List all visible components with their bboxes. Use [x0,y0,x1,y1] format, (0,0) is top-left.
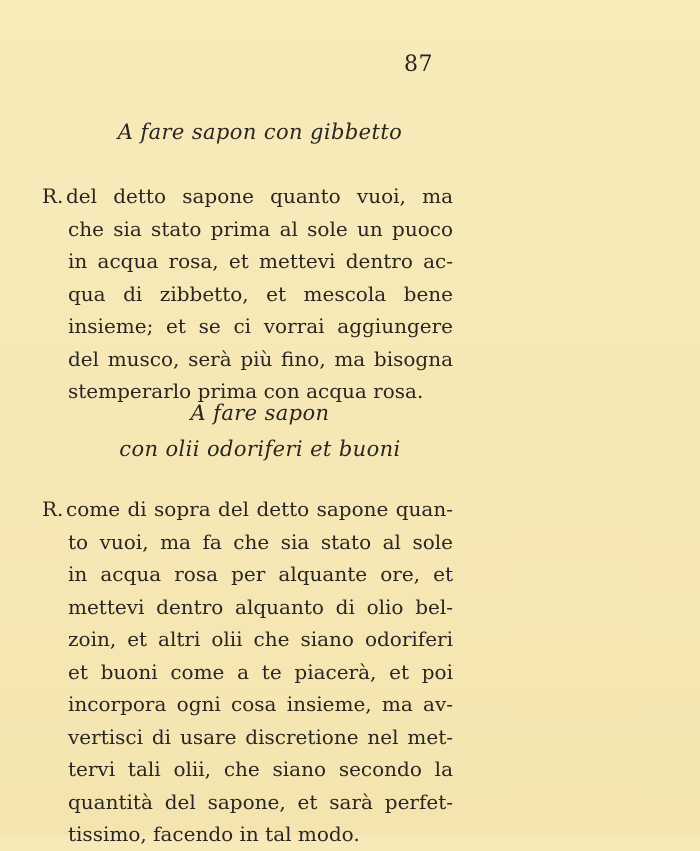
recipe-1-line-2: che sia stato prima al sole un puoco [68,216,453,241]
recipe-1-line-1-text: del detto sapone quanto vuoi, ma [66,184,453,208]
recipe-1-marker: R. [42,184,64,208]
recipe-2-line-4: mettevi dentro alquanto di olio bel- [68,594,453,619]
recipe-1-line-3: in acqua rosa, et mettevi dentro ac- [68,249,453,273]
recipe-2-line-7: incorpora ogni cosa insieme, ma av- [68,692,453,716]
recipe-2-title-line-2: con olii odoriferi et buoni [119,437,401,461]
recipe-1-line-5: insieme; et se ci vorrai aggiungere [68,314,453,338]
recipe-2-line-1 [42,493,453,526]
recipe-2-title-line-1: A fare sapon [190,401,330,425]
recipe-1-title: A fare sapon con gibbetto [117,120,403,144]
recipe-2-line-1-text: come di sopra del detto sapone quan- [66,497,453,521]
recipe-2-line-3: in acqua rosa per alquante ore, et [68,562,453,586]
recipe-2-body [42,493,453,851]
recipe-1-line-7: stemperarlo prima con acqua rosa. [68,379,424,403]
recipe-2-line-8: vertisci di usare discretione nel met- [68,724,453,749]
recipe-1-line-1 [42,180,453,213]
recipe-2-line-6: et buoni come a te piacerà, et poi [68,659,453,684]
recipe-2-line-10: quantità del sapone, et sarà perfet- [68,789,453,814]
recipe-2-line-9: tervi tali olii, che siano secondo la [68,757,453,781]
page-number: 87 [404,52,433,77]
recipe-2-line-5: zoin, et altri olii che siano odoriferi [68,627,453,651]
recipe-2-line-2: to vuoi, ma fa che sia stato al sole [68,529,453,554]
recipe-1-body [42,180,453,408]
recipe-2-line-11: tissimo, facendo in tal modo. [68,822,360,846]
recipe-2-marker: R. [42,497,64,521]
recipe-1-line-6: del musco, serà più fino, ma bisogna [68,346,453,371]
recipe-1-line-4: qua di zibbetto, et mescola bene [68,281,453,306]
